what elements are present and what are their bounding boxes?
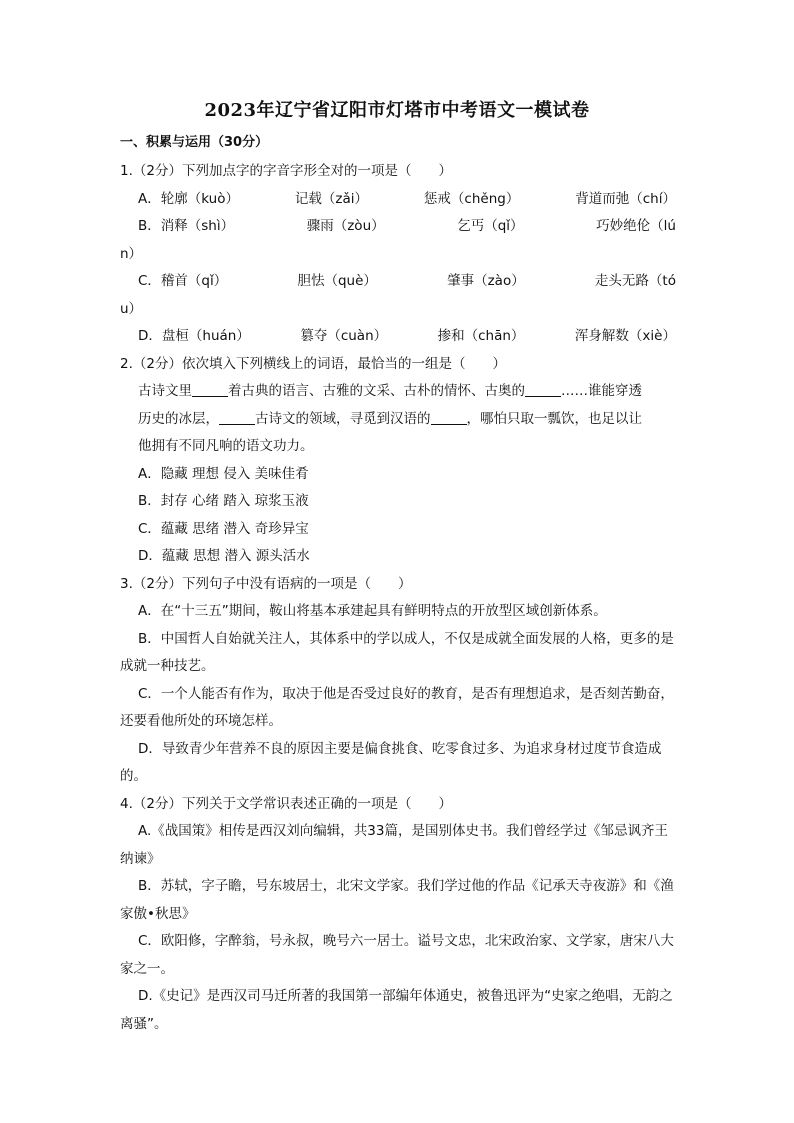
- passage: [120, 378, 676, 461]
- option-a: A．在“十三五”期间，鞍山将基本承建起具有鲜明特点的开放型区域创新体系。: [138, 603, 607, 619]
- exam-content: [120, 132, 676, 1038]
- option-item: 胆怯（què）: [297, 273, 377, 289]
- question-2: [120, 351, 676, 571]
- question-4: [120, 791, 676, 1039]
- page-title: 2023年辽宁省辽阳市灯塔市中考语文一模试卷: [204, 100, 590, 121]
- option-item: 篡夺（cuàn）: [300, 328, 388, 344]
- option-item: 骤雨（zòu）: [306, 218, 385, 234]
- option-c-continued: u）: [120, 300, 143, 317]
- question-1: [120, 158, 676, 351]
- option-item: 浑身解数（xiè）: [574, 328, 676, 344]
- option-b: B．封存 心绪 踏入 琼浆玉液: [138, 493, 309, 509]
- option-a: A.《战国策》相传是西汉刘向编辑，共33篇，是国别体史书。我们曾经学过《邹忌讽齐王纳谏》: [120, 823, 668, 867]
- option-a: A．隐藏 理想 侵入 美味佳肴: [138, 465, 309, 482]
- option-item: 背道而弛（chí）: [575, 190, 676, 207]
- option-d: D．导致青少年营养不良的原因主要是偏食挑食、吃零食过多、为追求身材过度节食造成的。: [120, 740, 662, 784]
- question-stem: 3.（2分）下列句子中没有语病的一项是（ ）: [120, 575, 412, 592]
- option-c: C．蕴藏 思绪 潜入 奇珍异宝: [138, 520, 309, 537]
- question-stem: 2.（2分）依次填入下列横线上的词语，最恰当的一组是（ ）: [120, 355, 506, 372]
- fill-blank: [525, 382, 561, 397]
- option-c: C．一个人能否有作为，取决于他是否受过良好的教育，是否有理想追求，是否刻苦勤奋，还要看他所处的环境怎样。: [120, 685, 674, 729]
- option-item: A．轮廓（kuò）: [138, 190, 239, 207]
- option-b-continued: n）: [120, 245, 143, 262]
- fill-blank: [431, 410, 467, 425]
- passage-text: 古诗文里: [138, 383, 192, 399]
- passage-line: 他拥有不同凡响的语文功力。: [138, 438, 314, 454]
- passage-text: 古诗文的领域，寻觅到汉语的: [255, 410, 431, 427]
- passage-text: 着古典的语言、古雅的文采、古朴的情怀、古奥的: [228, 383, 525, 399]
- question-3: [120, 571, 676, 791]
- fill-blank: [192, 382, 228, 397]
- passage-text: ……谁能穿透: [561, 383, 642, 399]
- option-d: [120, 323, 676, 351]
- option-d: D.《史记》是西汉司马迁所著的我国第一部编年体通史，被鲁迅评为“史家之绝唱，无韵之离骚”。: [120, 988, 673, 1032]
- option-d: D．蕴藏 思想 潜入 源头活水: [138, 548, 310, 564]
- option-b: B．苏轼，字子瞻，号东坡居士，北宋文学家。我们学过他的作品《记承天寺夜游》和《渔家傲•秋思》: [120, 878, 674, 922]
- option-item: D．盘桓（huán）: [138, 328, 250, 344]
- section-heading: 一、积累与运用（30分）: [120, 135, 269, 150]
- option-item: 惩戒（chěng）: [423, 190, 520, 207]
- option-item: 走头无路（tó: [594, 273, 676, 289]
- option-b: [120, 213, 676, 241]
- option-a: [120, 186, 676, 214]
- option-item: 乞丐（qǐ）: [457, 218, 524, 234]
- option-c: C．欧阳修，字醉翁，号永叔，晚号六一居士。谥号文忠，北宋政治家、文学家，唐宋八大家之一。: [120, 933, 674, 977]
- option-item: 掺和（chān）: [437, 328, 525, 344]
- passage-text: 历史的冰层，: [138, 410, 219, 427]
- option-item: 巧妙绝伦（lú: [596, 218, 676, 234]
- passage-text: ，哪怕只取一瓢饮，也足以让: [466, 410, 642, 427]
- fill-blank: [219, 410, 255, 425]
- passage-line: [138, 406, 676, 434]
- option-item: C．稽首（qǐ）: [138, 273, 228, 289]
- option-item: 记载（zǎi）: [294, 190, 368, 207]
- option-item: B．消释（shì）: [138, 218, 235, 234]
- option-b: B．中国哲人自始就关注人，其体系中的学以成人，不仅是成就全面发展的人格，更多的是成就一种技艺。: [120, 630, 674, 674]
- question-stem: 1.（2分）下列加点字的字音字形全对的一项是（ ）: [120, 163, 452, 179]
- question-stem: 4.（2分）下列关于文学常识表述正确的一项是（ ）: [120, 795, 452, 812]
- option-c: [120, 268, 676, 296]
- passage-line: [138, 378, 676, 406]
- option-item: 肇事（zào）: [447, 273, 525, 289]
